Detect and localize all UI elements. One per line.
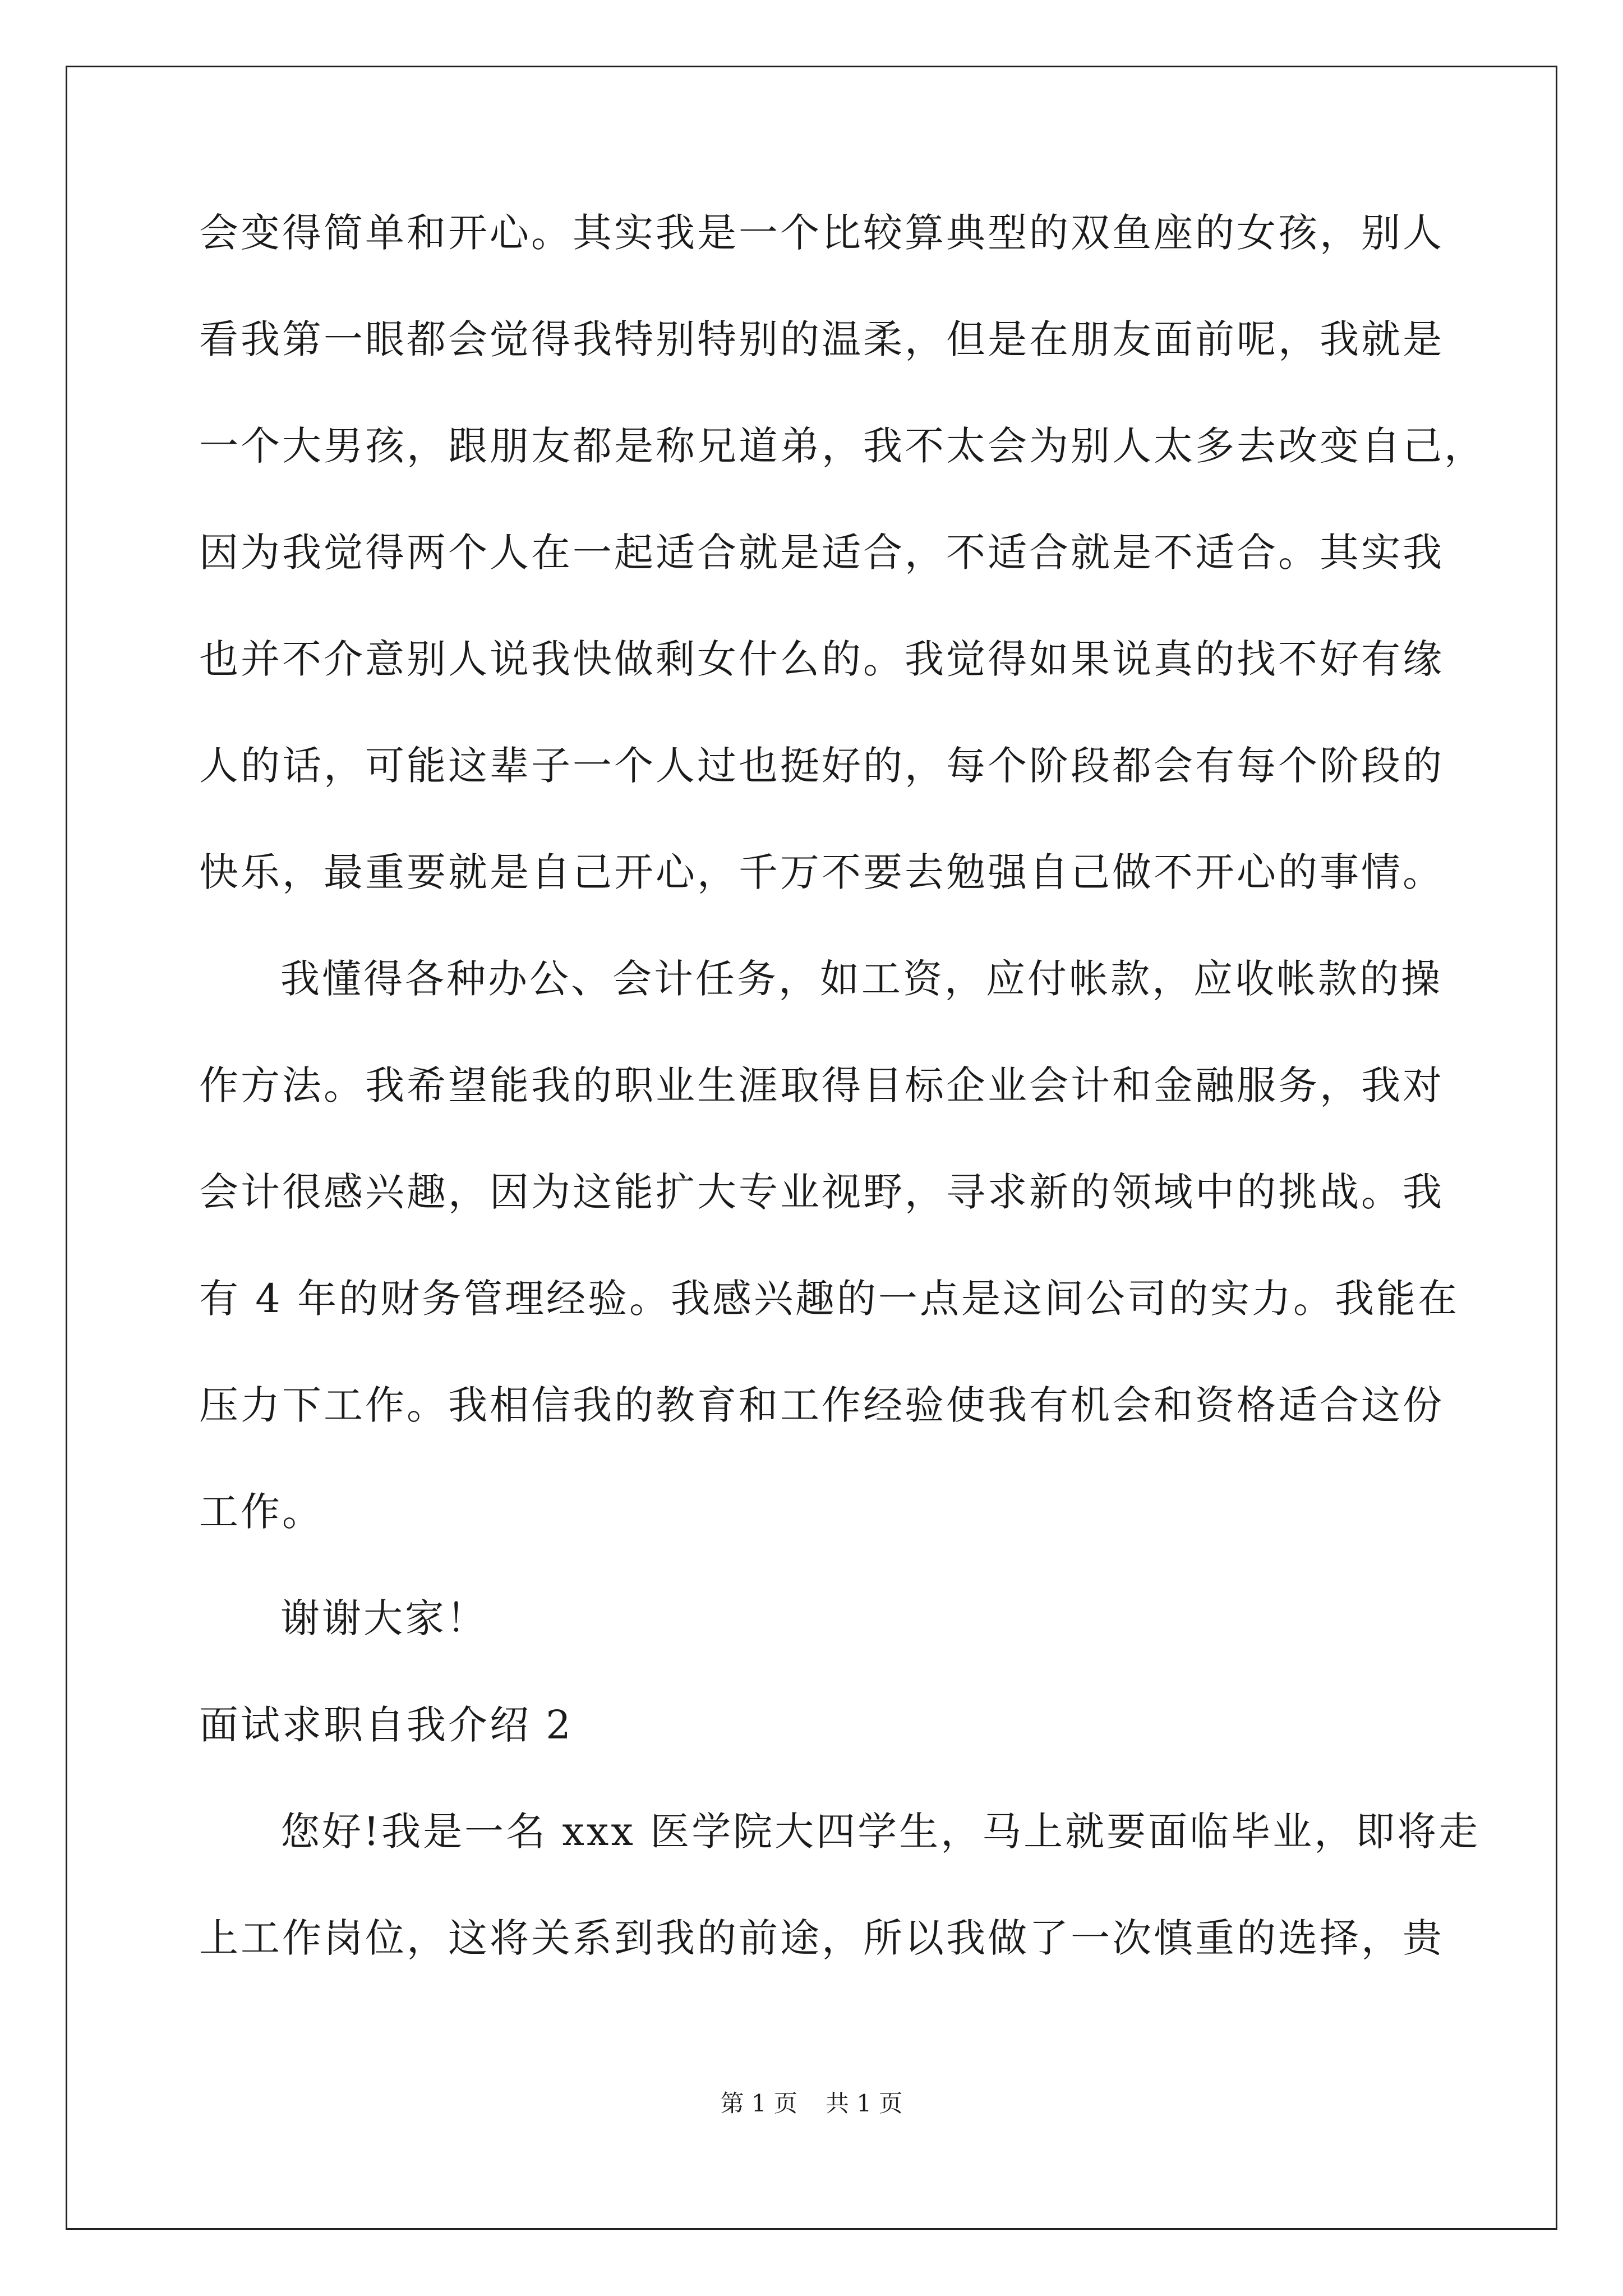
page-total: 共 1 页: [826, 2090, 903, 2117]
text-line: 因为我觉得两个人在一起适合就是适合，不适合就是不适合。其实我: [199, 530, 1444, 576]
text-line: 会变得简单和开心。其实我是一个比较算典型的双鱼座的女孩，别人: [199, 210, 1444, 256]
page-footer: [0, 2087, 1623, 2120]
text-line: 快乐，最重要就是自己开心，千万不要去勉强自己做不开心的事情。: [199, 849, 1444, 895]
section-heading: 面试求职自我介绍 2: [199, 1702, 573, 1748]
page-border: [66, 66, 1557, 2230]
page-number: 第 1 页: [720, 2090, 797, 2117]
paragraph-start-line: 您好!我是一名 xxx 医学院大四学生，马上就要面临毕业，即将走: [280, 1809, 1481, 1855]
closing-line: 谢谢大家！: [280, 1595, 488, 1641]
text-line: 作方法。我希望能我的职业生涯取得目标企业会计和金融服务，我对: [199, 1062, 1444, 1108]
text-line: 会计很感兴趣，因为这能扩大专业视野，寻求新的领域中的挑战。我: [199, 1169, 1444, 1215]
text-line: 人的话，可能这辈子一个人过也挺好的，每个阶段都会有每个阶段的: [199, 743, 1444, 789]
text-line: 也并不介意别人说我快做剩女什么的。我觉得如果说真的找不好有缘: [199, 636, 1444, 682]
text-line: 一个大男孩，跟朋友都是称兄道弟，我不太会为别人太多去改变自己，: [199, 423, 1486, 469]
paragraph-start-line: 我懂得各种办公、会计任务，如工资，应付帐款，应收帐款的操: [280, 956, 1442, 1002]
text-line: 上工作岗位，这将关系到我的前途，所以我做了一次慎重的选择，贵: [199, 1915, 1444, 1961]
text-line: 看我第一眼都会觉得我特别特别的温柔，但是在朋友面前呢，我就是: [199, 316, 1444, 362]
text-line: 压力下工作。我相信我的教育和工作经验使我有机会和资格适合这份: [199, 1382, 1444, 1428]
text-line: 工作。: [199, 1489, 324, 1535]
text-line: 有 4 年的财务管理经验。我感兴趣的一点是这间公司的实力。我能在: [199, 1276, 1460, 1322]
